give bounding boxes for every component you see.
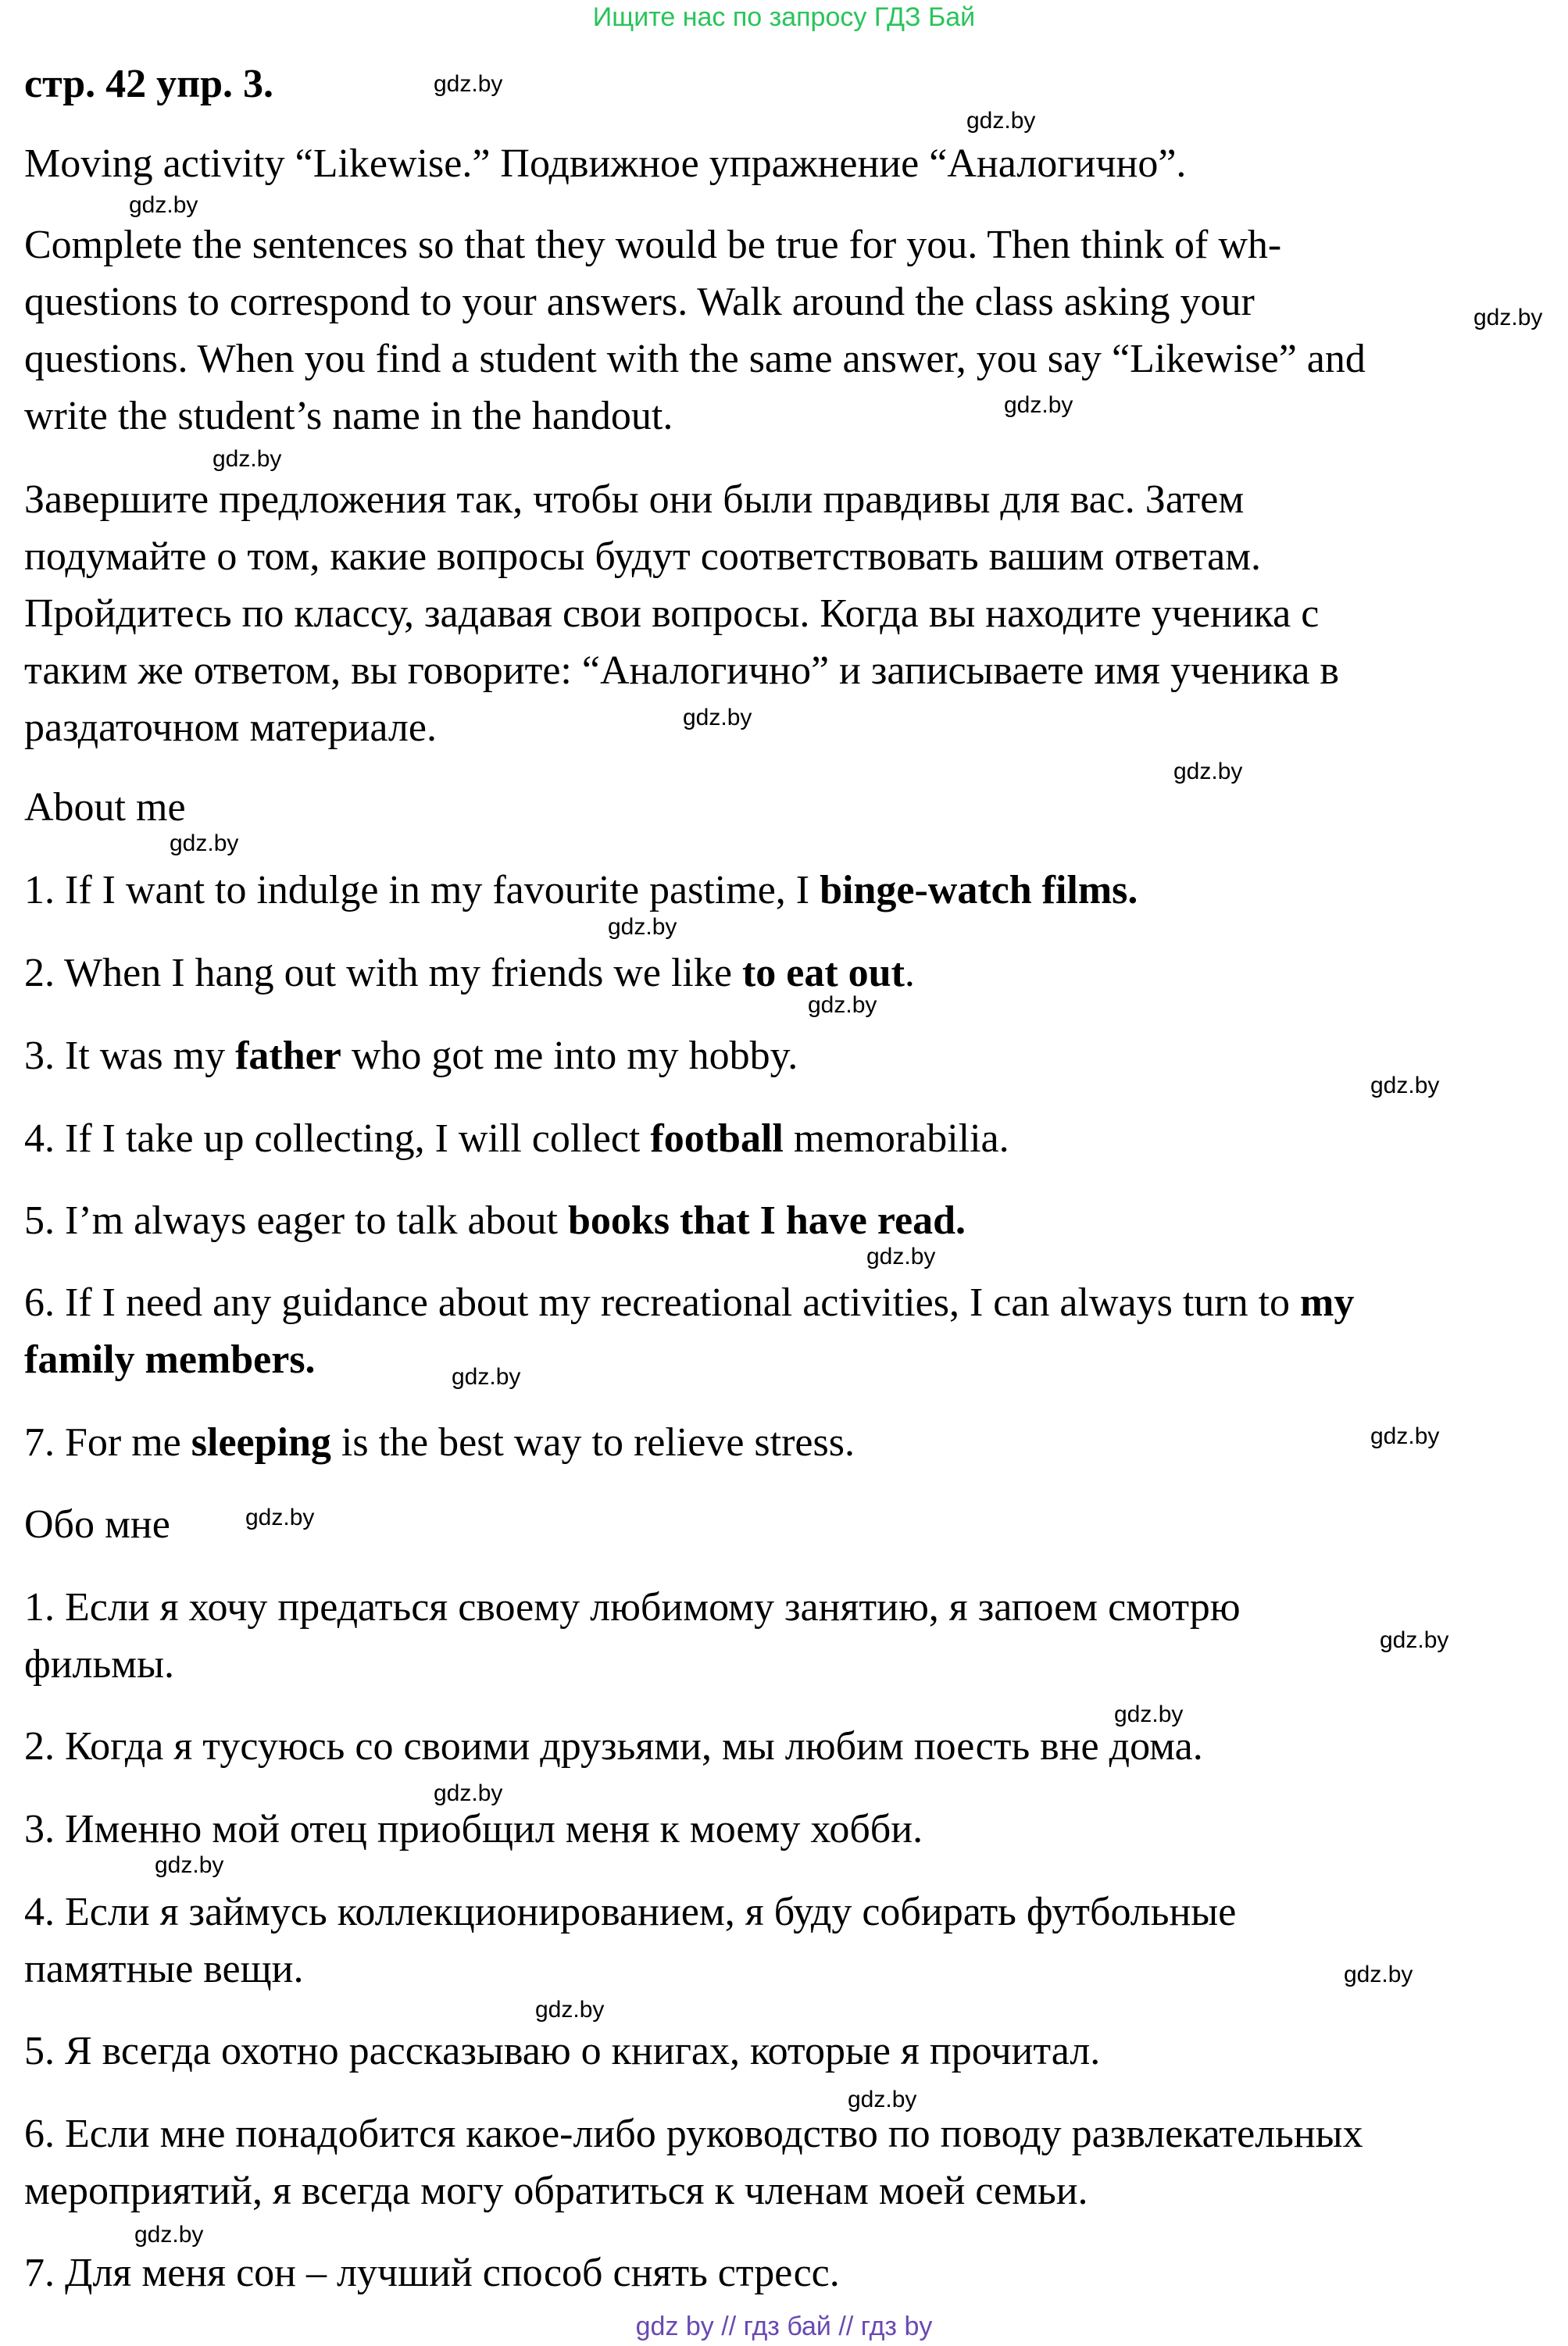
top-banner[interactable]: Ищите нас по запросу ГДЗ Бай — [592, 2, 976, 32]
about-me-ru-line: 6. Если мне понадобится какое-либо руководство по поводу развлекательных — [24, 2112, 1363, 2156]
about-me-item: 4. If I take up collecting, I will collect football memorabilia. — [24, 1116, 1009, 1161]
watermark: gdz.by — [245, 1505, 315, 1530]
watermark: gdz.by — [966, 108, 1036, 134]
watermark: gdz.by — [1370, 1073, 1440, 1098]
about-me-item: family members. — [24, 1337, 316, 1382]
watermark: gdz.by — [1370, 1423, 1440, 1449]
watermark: gdz.by — [683, 705, 752, 730]
watermark: gdz.by — [1344, 1962, 1413, 1987]
watermark: gdz.by — [452, 1364, 521, 1390]
watermark: gdz.by — [1173, 759, 1243, 784]
task-ru-line: раздаточном материале. — [24, 705, 437, 750]
task-en-line: questions to correspond to your answers. Walk around the class asking your — [24, 280, 1255, 324]
watermark: gdz.by — [848, 2087, 917, 2112]
about-me-ru-line: 3. Именно мой отец приобщил меня к моему хобби. — [24, 1807, 923, 1851]
about-me-ru-line: 1. Если я хочу предаться своему любимому занятию, я запоем смотрю — [24, 1585, 1241, 1630]
watermark: gdz.by — [155, 1852, 224, 1878]
about-me-item: 3. It was my father who got me into my hobby. — [24, 1034, 798, 1078]
exercise-title: стр. 42 упр. 3. — [24, 62, 274, 106]
watermark: gdz.by — [1380, 1627, 1449, 1653]
watermark: gdz.by — [213, 446, 282, 472]
task-heading: Moving activity “Likewise.” Подвижное упражнение “Аналогично”. — [24, 141, 1187, 186]
task-en-line: Complete the sentences so that they would be true for you. Then think of wh- — [24, 223, 1282, 267]
watermark: gdz.by — [1473, 305, 1543, 330]
watermark: gdz.by — [535, 1997, 605, 2023]
watermark: gdz.by — [608, 914, 677, 940]
about-me-ru-line: 2. Когда я тусуюсь со своими друзьями, мы любим поесть вне дома. — [24, 1724, 1203, 1769]
watermark: gdz.by — [1004, 392, 1073, 418]
task-ru-line: Пройдитесь по классу, задавая свои вопросы. Когда вы находите ученика с — [24, 591, 1320, 636]
watermark: gdz.by — [170, 830, 239, 856]
watermark: gdz.by — [1114, 1701, 1184, 1727]
about-me-ru-line: фильмы. — [24, 1642, 175, 1687]
watermark: gdz.by — [434, 1780, 503, 1806]
task-ru-line: таким же ответом, вы говорите: “Аналогично” и записываете имя ученика в — [24, 648, 1339, 693]
watermark: gdz.by — [129, 192, 198, 218]
task-en-line: questions. When you find a student with the same answer, you say “Likewise” and — [24, 337, 1366, 381]
about-me-ru-line: 7. Для меня сон – лучший способ снять стресс. — [24, 2251, 840, 2295]
about-me-ru-line: 5. Я всегда охотно рассказываю о книгах, которые я прочитал. — [24, 2029, 1101, 2073]
footer-links[interactable]: gdz by // гдз бай // гдз by — [635, 2312, 933, 2341]
task-ru-line: Завершите предложения так, чтобы они были правдивы для вас. Затем — [24, 477, 1245, 522]
task-ru-line: подумайте о том, какие вопросы будут соответствовать вашим ответам. — [24, 534, 1262, 579]
about-me-heading: About me — [24, 785, 186, 830]
about-me-item: 1. If I want to indulge in my favourite pastime, I binge-watch films. — [24, 868, 1138, 912]
about-me-ru-line: памятные вещи. — [24, 1947, 304, 1991]
about-me-ru-line: мероприятий, я всегда могу обратиться к членам моей семьи. — [24, 2169, 1088, 2213]
about-me-item: 2. When I hang out with my friends we like to eat out. — [24, 951, 915, 995]
about-me-ru-line: 4. Если я займусь коллекционированием, я буду собирать футбольные — [24, 1890, 1237, 1934]
watermark: gdz.by — [134, 2222, 204, 2248]
watermark: gdz.by — [434, 71, 503, 97]
task-en-line: write the student’s name in the handout. — [24, 394, 673, 438]
about-me-item: 5. I’m always eager to talk about books that I have read. — [24, 1198, 966, 1243]
about-me-ru-heading: Обо мне — [24, 1502, 170, 1547]
about-me-item: 6. If I need any guidance about my recreational activities, I can always turn to my — [24, 1280, 1355, 1325]
watermark: gdz.by — [866, 1244, 936, 1269]
about-me-item: 7. For me sleeping is the best way to relieve stress. — [24, 1420, 855, 1465]
watermark: gdz.by — [808, 992, 877, 1018]
